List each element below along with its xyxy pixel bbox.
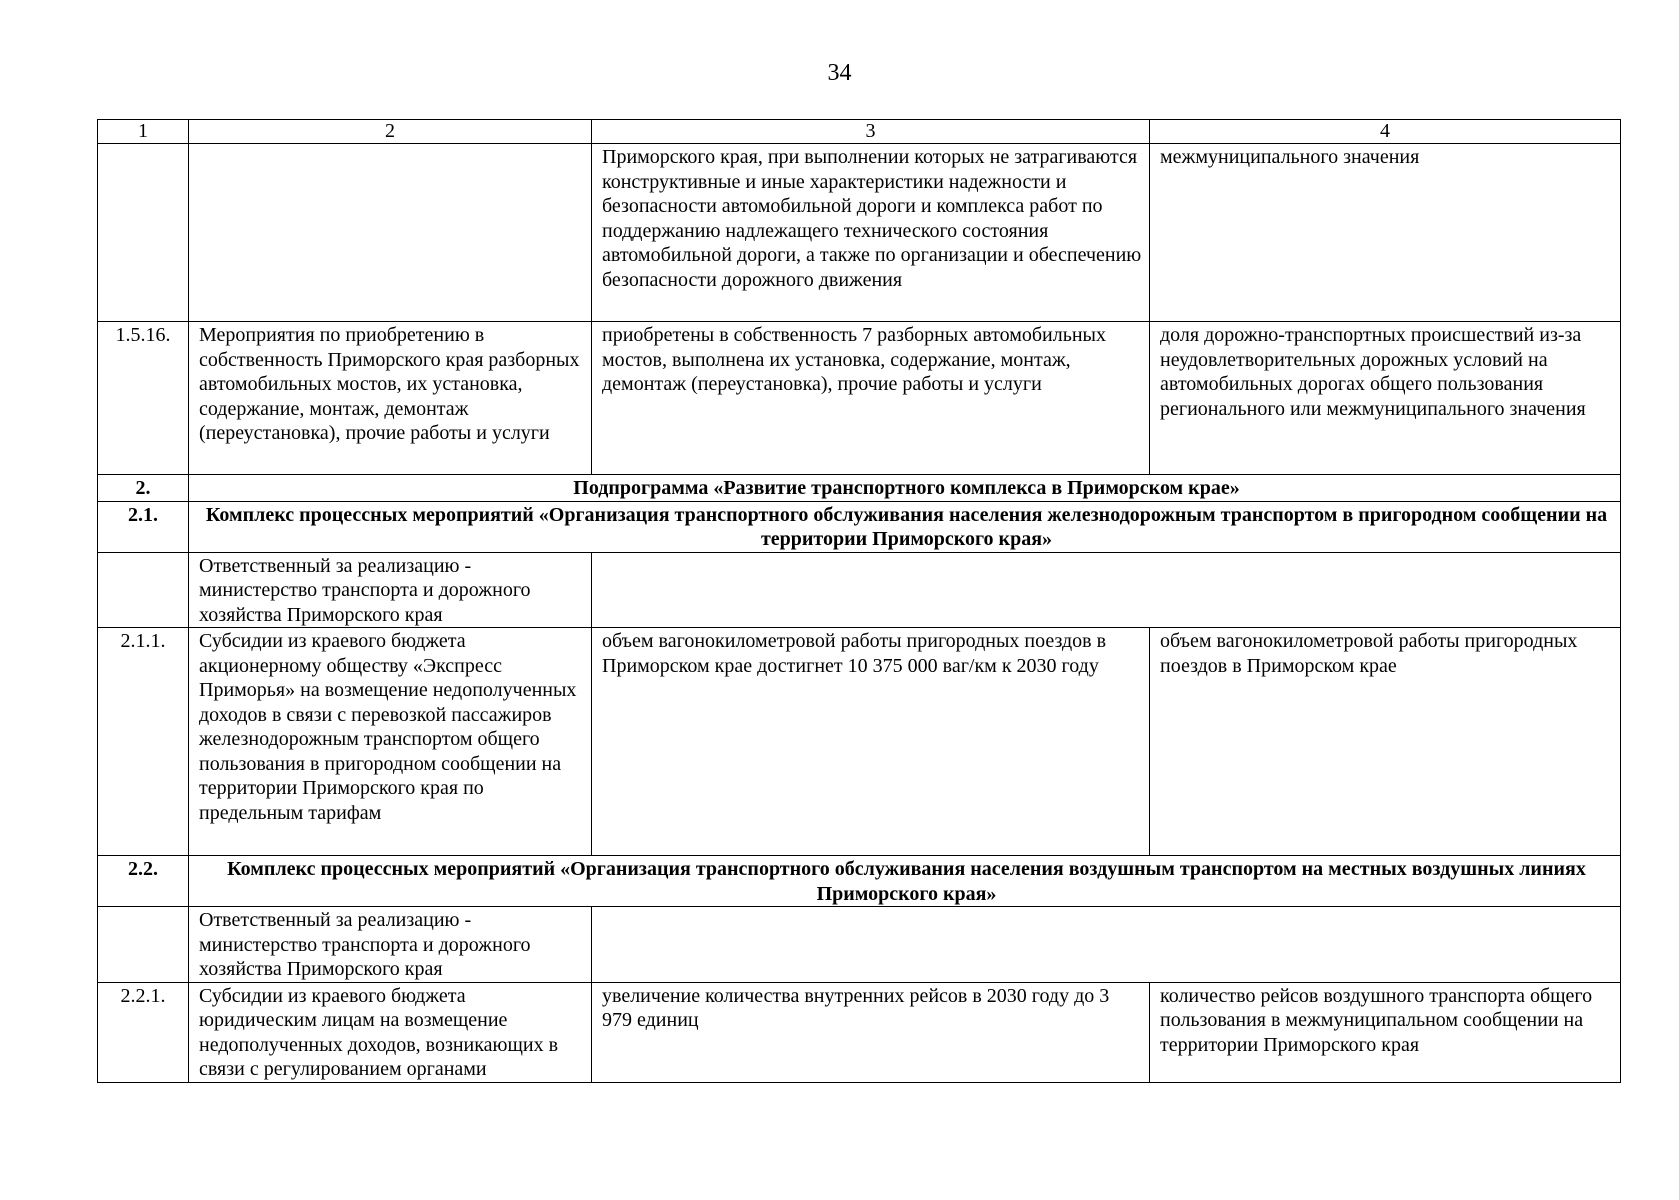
event-name-cell xyxy=(189,144,592,322)
row-number: 1.5.16. xyxy=(98,322,189,475)
header-cell-2: 2 xyxy=(189,120,592,144)
header-cell-4: 4 xyxy=(1150,120,1621,144)
row-number: 2. xyxy=(98,475,189,502)
indicator-cell: межмуниципального значения xyxy=(1150,144,1621,322)
event-name-cell: Мероприятия по приобретению в собственность Приморского края разборных автомобильных мостов, их установка, содержание, монтаж, демонтаж (переустановка), прочие работы и услуги xyxy=(189,322,592,475)
row-number: 2.1.1. xyxy=(98,628,189,856)
subprogram-title: Подпрограмма «Развитие транспортного комплекса в Приморском крае» xyxy=(189,475,1621,502)
row-number xyxy=(98,552,189,628)
complex-title: Комплекс процессных мероприятий «Организация транспортного обслуживания населения железнодорожным транспортом в пригородном сообщении на территории Приморского края» xyxy=(189,501,1621,552)
empty-cell xyxy=(592,552,1621,628)
event-name-cell: Субсидии из краевого бюджета акционерному обществу «Экспресс Приморья» на возмещение недополученных доходов в связи с перевозкой пассажиров железнодорожным транспортом общего пользования в пригородном сообщении на территории Приморского края по предельным тарифам xyxy=(189,628,592,856)
responsible-cell: Ответственный за реализацию - министерство транспорта и дорожного хозяйства Приморского края xyxy=(189,907,592,983)
empty-cell xyxy=(592,907,1621,983)
result-cell: увеличение количества внутренних рейсов в 2030 году до 3 979 единиц xyxy=(592,982,1150,1082)
complex-title: Комплекс процессных мероприятий «Организация транспортного обслуживания населения воздушным транспортом на местных воздушных линиях Приморского края» xyxy=(189,856,1621,907)
subprogram-row xyxy=(98,475,1621,502)
page-number: 34 xyxy=(827,60,852,86)
row-number xyxy=(98,907,189,983)
row-number xyxy=(98,144,189,322)
indicator-cell: объем вагонокилометровой работы пригородных поездов в Приморском крае xyxy=(1150,628,1621,856)
complex-row xyxy=(98,856,1621,907)
responsible-row xyxy=(98,907,1621,983)
header-cell-1: 1 xyxy=(98,120,189,144)
responsible-cell: Ответственный за реализацию - министерство транспорта и дорожного хозяйства Приморского края xyxy=(189,552,592,628)
indicator-cell: доля дорожно-транспортных происшествий из-за неудовлетворительных дорожных условий на автомобильных дорогах общего пользования регионального или межмуниципального значения xyxy=(1150,322,1621,475)
table-header-row xyxy=(98,120,1621,144)
complex-row xyxy=(98,501,1621,552)
table-row xyxy=(98,144,1621,322)
table-row xyxy=(98,982,1621,1082)
responsible-row xyxy=(98,552,1621,628)
header-cell-3: 3 xyxy=(592,120,1150,144)
event-name-cell: Субсидии из краевого бюджета юридическим лицам на возмещение недополученных доходов, возникающих в связи с регулированием органами xyxy=(189,982,592,1082)
row-number: 2.2. xyxy=(98,856,189,907)
table-row xyxy=(98,322,1621,475)
indicator-cell: количество рейсов воздушного транспорта общего пользования в межмуниципальном сообщении на территории Приморского края xyxy=(1150,982,1621,1082)
result-cell: приобретены в собственность 7 разборных автомобильных мостов, выполнена их установка, содержание, монтаж, демонтаж (переустановка), прочие работы и услуги xyxy=(592,322,1150,475)
program-table xyxy=(97,119,1621,1083)
table-row xyxy=(98,628,1621,856)
row-number: 2.2.1. xyxy=(98,982,189,1082)
row-number: 2.1. xyxy=(98,501,189,552)
result-cell: Приморского края, при выполнении которых не затрагиваются конструктивные и иные характеристики надежности и безопасности автомобильной дороги и комплекса работ по поддержанию надлежащего технического состояния автомобильной дороги, а также по организации и обеспечению безопасности дорожного движения xyxy=(592,144,1150,322)
result-cell: объем вагонокилометровой работы пригородных поездов в Приморском крае достигнет 10 375 000 ваг/км к 2030 году xyxy=(592,628,1150,856)
